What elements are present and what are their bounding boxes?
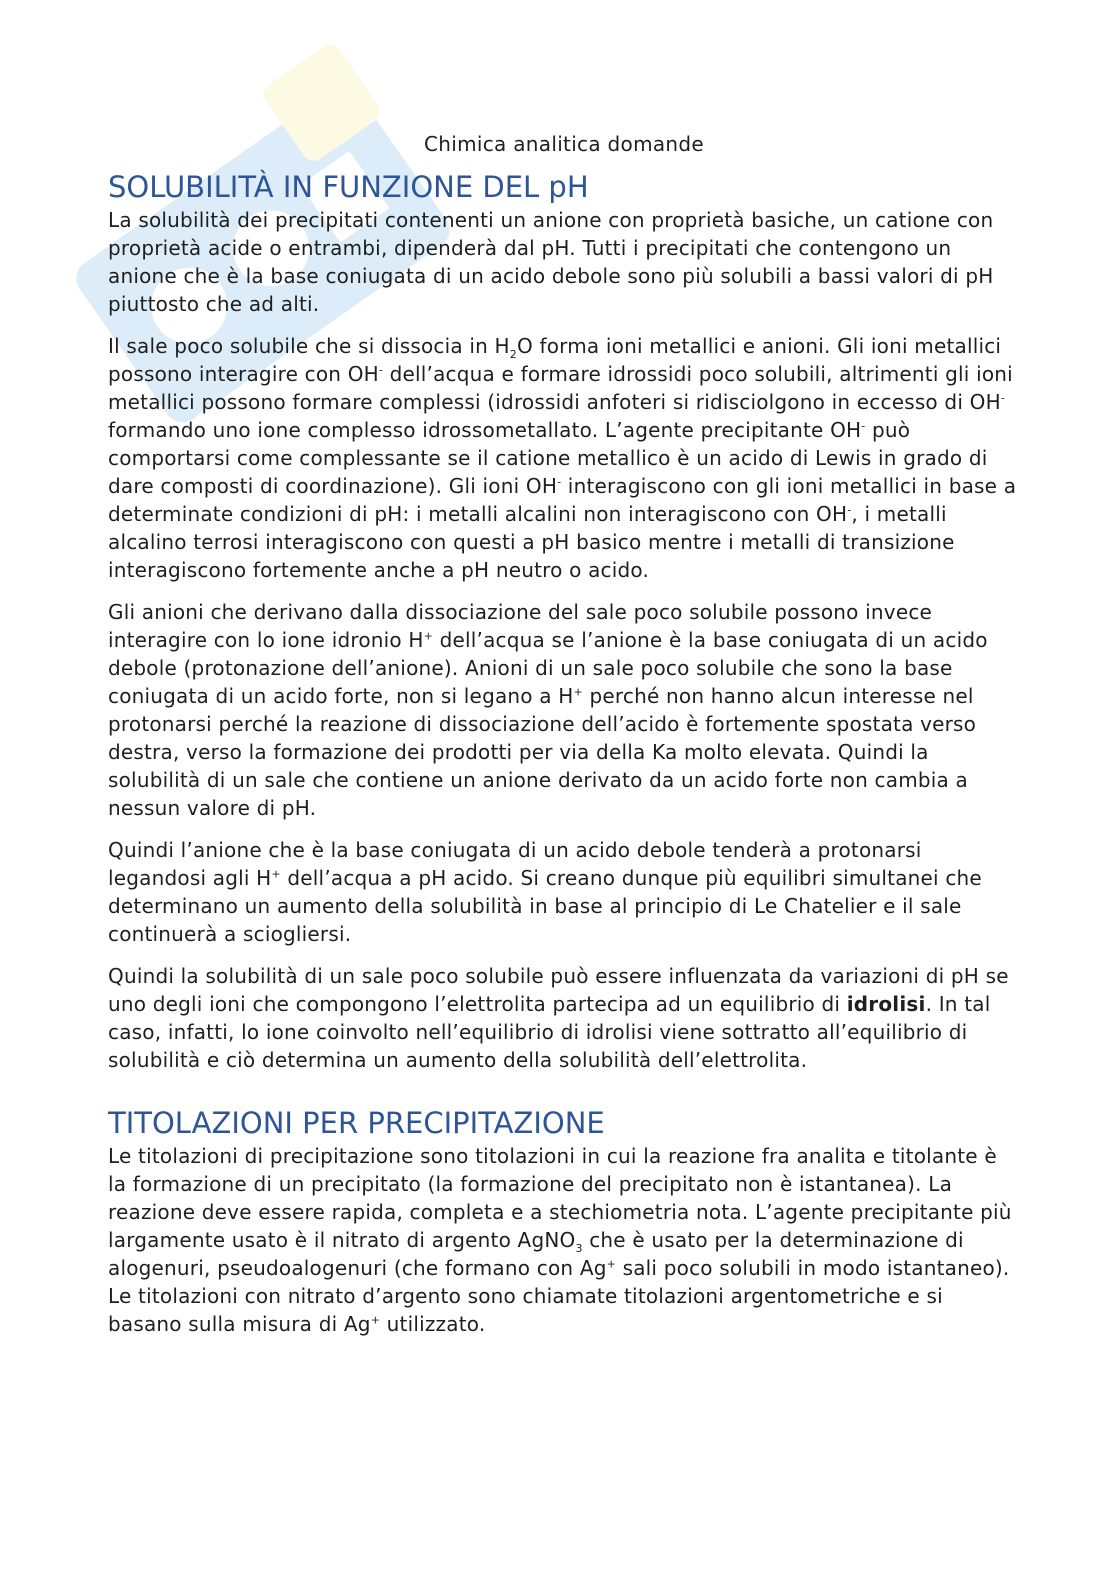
paragraph: Quindi la solubilità di un sale poco solubile può essere influenzata da variazioni di pH se uno degli ioni che compongono l’elettrolita partecipa ad un equilibrio di idrolisi. In tal caso, infatti, lo ione coinvolto nell’equilibrio di idrolisi viene sottratto all’equilibrio di solubilità e ciò determina un aumento della solubilità dell’elettrolita.: [108, 964, 1009, 1072]
section-heading: SOLUBILITÀ IN FUNZIONE DEL pH: [108, 170, 589, 204]
section-titolazioni: [108, 1104, 1020, 1338]
paragraph: Quindi l’anione che è la base coniugata di un acido debole tenderà a protonarsi legandosi agli H+ dell’acqua a pH acido. Si creano dunque più equilibri simultanei che determinano un aumento della solubilità in base al principio di Le Chatelier e il sale continuerà a sciogliersi.: [108, 838, 982, 946]
section-solubilita: [108, 168, 1020, 1074]
paragraph: Il sale poco solubile che si dissocia in $H_2O$ forma ioni metallici e anioni. Gli ioni metallici possono interagire con OH- dell’acqua e formare idrossidi poco solubili, altrimenti gli ioni metallici possono formare complessi (idrossidi anfoteri si ridisciolgono in eccesso di OH- formando uno ione complesso idrossometallato. L’agente precipitante OH- può comportarsi come complessante se il catione metallico è un acido di Lewis in grado di dare composti di coordinazione). Gli ioni OH- interagiscono con gli ioni metallici in base a determinate condizioni di pH: i metalli alcalini non interagiscono con OH-, i metalli alcalino terrosi interagiscono con questi a pH basico mentre i metalli di transizione interagiscono fortemente anche a pH neutro o acido.: [108, 334, 1017, 582]
paragraph: Gli anioni che derivano dalla dissociazione del sale poco solubile possono invece interagire con lo ione idronio H+ dell’acqua se l’anione è la base coniugata di un acido debole (protonazione dell’anione). Anioni di un sale poco solubile che sono la base coniugata di un acido forte, non si legano a H+ perché non hanno alcun interesse nel protonarsi perché la reazione di dissociazione dell’acido è fortemente spostata verso destra, verso la formazione dei prodotti per via della Ka molto elevata. Quindi la solubilità di un sale che contiene un anione derivato da un acido forte non cambia a nessun valore di pH.: [108, 600, 988, 820]
document-content: [108, 128, 1020, 1352]
paragraph: Le titolazioni di precipitazione sono titolazioni in cui la reazione fra analita e titolante è la formazione di un precipitato (la formazione del precipitato non è istantanea). La reazione deve essere rapida, completa e a stechiometria nota. L’agente precipitante più largamente usato è il nitrato di argento AgNO$_3$ che è usato per la determinazione di alogenuri, pseudoalogenuri (che formano con Ag+ sali poco solubili in modo istantaneo). Le titolazioni con nitrato d’argento sono chiamate titolazioni argentometriche e si basano sulla misura di Ag+ utilizzato.: [108, 1144, 1012, 1336]
document-title: Chimica analitica domande: [424, 132, 704, 156]
bold-term: idrolisi: [846, 992, 926, 1016]
section-heading: TITOLAZIONI PER PRECIPITAZIONE: [108, 1106, 605, 1140]
paragraph: La solubilità dei precipitati contenenti un anione con proprietà basiche, un catione con proprietà acide o entrambi, dipenderà dal pH. Tutti i precipitati che contengono un anione che è la base coniugata di un acido debole sono più solubili a bassi valori di pH piuttosto che ad alti.: [108, 208, 994, 316]
